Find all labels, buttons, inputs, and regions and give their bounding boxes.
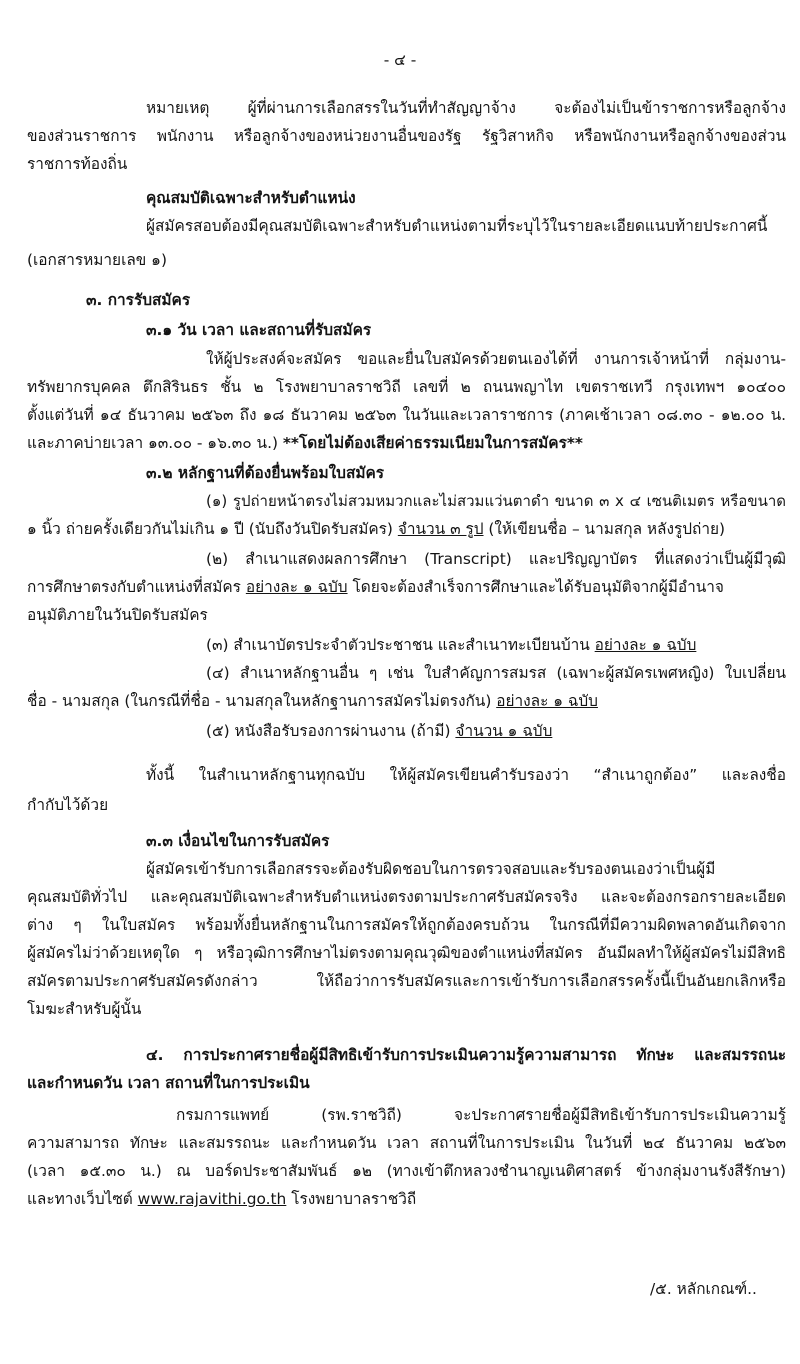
item-4-text: ชื่อ - นามสกุล (ในกรณีที่ชื่อ - นามสกุลในหลักฐานการสมัครไม่ตรงกัน) <box>27 692 497 710</box>
item-1-text: ๑ นิ้ว ถ่ายครั้งเดียวกันไม่เกิน ๑ ปี (นับถึงวันปิดรับสมัคร) <box>27 520 398 538</box>
qualification-line-2: (เอกสารหมายเลข ๑) <box>27 251 167 269</box>
qualification-heading: คุณสมบัติเฉพาะสำหรับตำแหน่ง <box>146 189 356 207</box>
condition-line-4: ผู้สมัครไม่ว่าด้วยเหตุใด ๆ หรือวุฒิการศึกษาไม่ตรงตามคุณวุฒิของตำแหน่งที่สมัคร อันมีผลทำให้ผู้สมัครไม่มีสิทธิ <box>27 944 786 962</box>
section-4-line-3: (เวลา ๑๕.๓๐ น.) ณ บอร์ดประชาสัมพันธ์ ๑๒ (ทางเข้าตึกหลวงชำนาญเนติศาสตร์ ข้างกลุ่มงานรังสีรักษา) <box>27 1162 786 1180</box>
section-3-1-line-2: ทรัพยากรบุคคล ตึกสิรินธร ชั้น ๒ โรงพยาบาลราชวิถี เลขที่ ๒ ถนนพญาไท เขตราชเทวี กรุงเทพฯ ๑๐๔๐๐ <box>27 378 786 396</box>
item-2-note: โดยจะต้องสำเร็จการศึกษาและได้รับอนุมัติจากผู้มีอำนาจ <box>347 578 724 596</box>
section-4-heading-line-1: ๔. การประกาศรายชื่อผู้มีสิทธิเข้ารับการประเมินความรู้ความสามารถ ทักษะ และสมรรถนะ <box>146 1046 786 1064</box>
item-3 <box>206 633 696 657</box>
no-fee-notice: **โดยไม่ต้องเสียค่าธรรมเนียมในการสมัคร** <box>282 434 583 452</box>
section-3-1-heading: ๓.๑ วัน เวลา และสถานที่รับสมัคร <box>146 321 372 339</box>
section-4-line-4 <box>27 1187 416 1211</box>
condition-line-6: โมฆะสำหรับผู้นั้น <box>27 1000 142 1018</box>
item-4-line-2 <box>27 689 598 713</box>
note-line-3: ราชการท้องถิ่น <box>27 155 128 173</box>
certification-line-1: ทั้งนี้ ในสำเนาหลักฐานทุกฉบับ ให้ผู้สมัครเขียนคำรับรองว่า “สำเนาถูกต้อง” และลงชื่อ <box>146 766 786 784</box>
section-3-1-line-4-text: และภาคบ่ายเวลา ๑๓.๐๐ - ๑๖.๓๐ น.) <box>27 434 283 452</box>
item-1-note: (ให้เขียนชื่อ – นามสกุล หลังรูปถ่าย) <box>483 520 726 538</box>
item-2-quantity: อย่างละ ๑ ฉบับ <box>245 578 348 596</box>
section-4-line-2: ความสามารถ ทักษะ และสมรรถนะ และกำหนดวัน เวลา สถานที่ในการประเมิน ในวันที่ ๒๔ ธันวาคม ๒๕๖๓ <box>27 1134 786 1152</box>
section-3-2-heading: ๓.๒ หลักฐานที่ต้องยื่นพร้อมใบสมัคร <box>146 464 385 482</box>
item-5-text: (๕) หนังสือรับรองการผ่านงาน (ถ้ามี) <box>206 722 456 740</box>
item-4-quantity: อย่างละ ๑ ฉบับ <box>496 692 598 710</box>
item-1-quantity: จำนวน ๓ รูป <box>397 520 484 538</box>
item-2-line-2 <box>27 575 724 599</box>
condition-line-3: ต่าง ๆ ในใบสมัคร พร้อมทั้งยื่นหลักฐานในการสมัครให้ถูกต้องครบถ้วน ในกรณีที่มีความผิดพลาดอันเกิดจาก <box>27 916 786 934</box>
section-4-line-1: กรมการแพทย์ (รพ.ราชวิถี) จะประกาศรายชื่อผู้มีสิทธิเข้ารับการประเมินความรู้ <box>176 1106 786 1124</box>
item-1-line-1: (๑) รูปถ่ายหน้าตรงไม่สวมหมวกและไม่สวมแว่นตาดำ ขนาด ๓ x ๔ เซนติเมตร หรือขนาด <box>206 492 786 510</box>
item-3-quantity: อย่างละ ๑ ฉบับ <box>594 636 697 654</box>
section-3-3-heading: ๓.๓ เงื่อนไขในการรับสมัคร <box>146 832 330 850</box>
continued-marker: /๕. หลักเกณฑ์.. <box>650 1280 757 1298</box>
condition-line-5: สมัครตามประกาศรับสมัครดังกล่าว ให้ถือว่าการรับสมัครและการเข้ารับการเลือกสรรครั้งนี้เป็นอันยกเลิกหรือ <box>27 972 786 990</box>
item-3-text: (๓) สำเนาบัตรประจำตัวประชาชน และสำเนาทะเบียนบ้าน <box>206 636 595 654</box>
item-5 <box>206 719 552 743</box>
page-number: - ๔ - <box>383 51 417 69</box>
section-3-1-line-3: ตั้งแต่วันที่ ๑๔ ธันวาคม ๒๕๖๓ ถึง ๑๘ ธันวาคม ๒๕๖๓ ในวันและเวลาราชการ (ภาคเช้าเวลา ๐๘.๓๐ - ๑๒.๐๐ น. <box>27 406 786 424</box>
note-line-1: หมายเหตุ ผู้ที่ผ่านการเลือกสรรในวันที่ทำสัญญาจ้าง จะต้องไม่เป็นข้าราชการหรือลูกจ้าง <box>146 99 786 117</box>
hospital-name: โรงพยาบาลราชวิถี <box>286 1190 417 1208</box>
qualification-line-1: ผู้สมัครสอบต้องมีคุณสมบัติเฉพาะสำหรับตำแหน่งตามที่ระบุไว้ในรายละเอียดแนบท้ายประกาศนี้ <box>146 217 768 235</box>
website-link[interactable]: www.rajavithi.go.th <box>137 1190 287 1208</box>
certification-line-2: กำกับไว้ด้วย <box>27 796 109 814</box>
section-3-1-line-1: ให้ผู้ประสงค์จะสมัคร ขอและยื่นใบสมัครด้วยตนเองได้ที่ งานการเจ้าหน้าที่ กลุ่มงาน- <box>206 350 786 368</box>
condition-line-2: คุณสมบัติทั่วไป และคุณสมบัติเฉพาะสำหรับตำแหน่งตรงตามประกาศรับสมัครจริง และจะต้องกรอกรายละเอียด <box>27 888 786 906</box>
item-4-line-1: (๔) สำเนาหลักฐานอื่น ๆ เช่น ใบสำคัญการสมรส (เฉพาะผู้สมัครเพศหญิง) ใบเปลี่ยน <box>206 664 786 682</box>
note-line-2: ของส่วนราชการ พนักงาน หรือลูกจ้างของหน่วยงานอื่นของรัฐ รัฐวิสาหกิจ หรือพนักงานหรือลูกจ้างของส่วน <box>27 127 786 145</box>
section-3-1-line-4 <box>27 431 583 455</box>
section-4-line-4-text: และทางเว็บไซต์ <box>27 1190 138 1208</box>
section-3-heading: ๓. การรับสมัคร <box>86 291 191 309</box>
item-5-quantity: จำนวน ๑ ฉบับ <box>455 722 553 740</box>
condition-line-1: ผู้สมัครเข้ารับการเลือกสรรจะต้องรับผิดชอบในการตรวจสอบและรับรองตนเองว่าเป็นผู้มี <box>146 860 716 878</box>
item-2-text: การศึกษาตรงกับตำแหน่งที่สมัคร <box>27 578 246 596</box>
item-2-line-3: อนุมัติภายในวันปิดรับสมัคร <box>27 606 208 624</box>
item-1-line-2 <box>27 517 725 541</box>
item-2-line-1: (๒) สำเนาแสดงผลการศึกษา (Transcript) และปริญญาบัตร ที่แสดงว่าเป็นผู้มีวุฒิ <box>206 550 786 568</box>
section-4-heading-line-2: และกำหนดวัน เวลา สถานที่ในการประเมิน <box>27 1074 310 1092</box>
